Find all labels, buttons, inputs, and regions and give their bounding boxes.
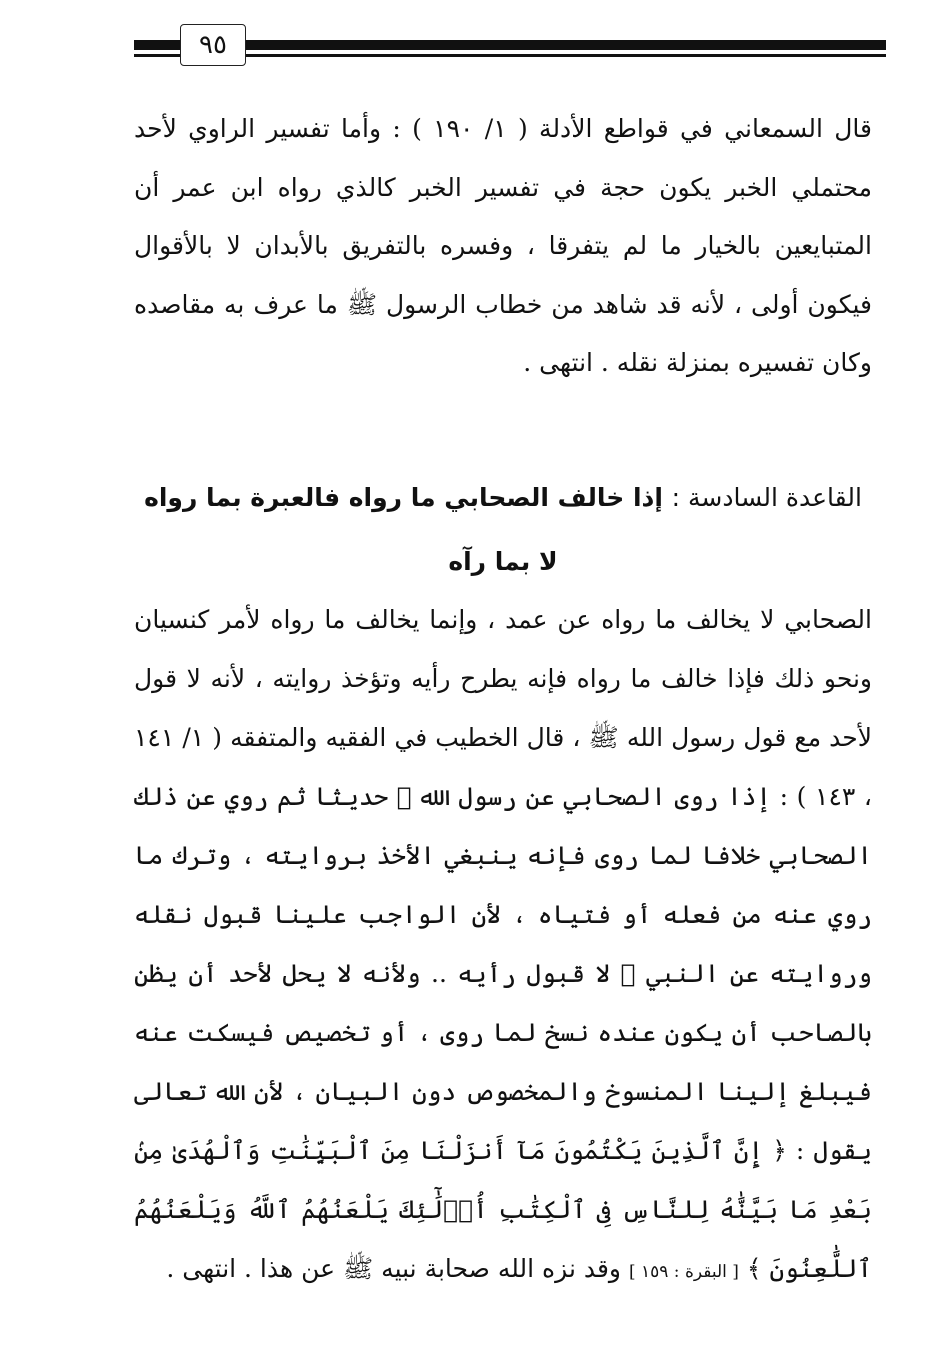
section-heading	[134, 466, 872, 594]
page-number: ٩٥	[180, 24, 246, 66]
heading-label: القاعدة السادسة :	[671, 483, 862, 512]
header-rule-thin	[134, 54, 886, 57]
quran-verse: ﴿ إِنَّ ٱلَّذِينَ يَكْتُمُونَ مَآ أَنزَلْنَا مِنَ ٱلْبَيِّنَٰتِ وَٱلْهُدَىٰ مِنۢ بَعْدِ مَا بَيَّنَّٰهُ لِلنَّاسِ فِى ٱلْكِتَٰبِ أُو۟لَٰٓئِكَ يَلْعَنُهُمُ ٱللَّهُ وَيَلْعَنُهُمُ ٱللَّٰعِنُونَ ﴾	[134, 1136, 872, 1283]
verse-citation: [ البقرة : ١٥٩ ]	[628, 1262, 739, 1282]
paragraph-khatib-quote	[134, 590, 872, 1302]
paragraph-closing: وقد نزه الله صحابة نبيه ﷺ عن هذا . انتهى .	[166, 1254, 621, 1283]
paragraph-body: الصحابي لا يخالف ما رواه عن عمد ، وإنما يخالف ما رواه لأمر كنسيان ونحو ذلك فإذا خالف ما رواه فإنه يطرح رأيه وتؤخذ روايته ، لأنه لا قول لأحد مع قول رسول الله ﷺ ، قال الخطيب في الفقيه والمتفقه ( ١/ ١٤١ ، ١٤٣ ) : إذا روى الصحابي عن رسول الله ﷺ حديثا ثم روي عن ذلك الصحابي خلافا لما روى فإنه ينبغي الأخذ بروايته ، وترك ما روي عنه من فعله أو فتياه ، لأن الواجب علينا قبول نقله وروايته عن النبي ﷺ لا قبول رأيه .. ولأنه لا يحل لأحد أن يظن بالصاحب أن يكون عنده نسخ لما روى ، أو تخصيص فيسكت عنه فيبلغ إلينا المنسوخ والمخصوص دون البيان ، لأن الله تعالى يقول :	[134, 605, 873, 1165]
header-rule-thick	[134, 40, 886, 50]
paragraph-samani-quote: قال السمعاني في قواطع الأدلة ( ١/ ١٩٠ ) : وأما تفسير الراوي لأحد محتملي الخبر يكون حجة في تفسير الخبر كالذي رواه ابن عمر أن المتبايعين بالخيار ما لم يتفرقا ، وفسره بالتفريق بالأبدان لا بالأقوال فيكون أولى ، لأنه قد شاهد من خطاب الرسول ﷺ ما عرف به مقاصده وكان تفسيره بمنزلة نقله . انتهى .	[134, 114, 873, 377]
page-header	[134, 24, 886, 72]
heading-text: إذا خالف الصحابي ما رواه فالعبرة بما رواه لا بما رآه	[144, 483, 663, 576]
